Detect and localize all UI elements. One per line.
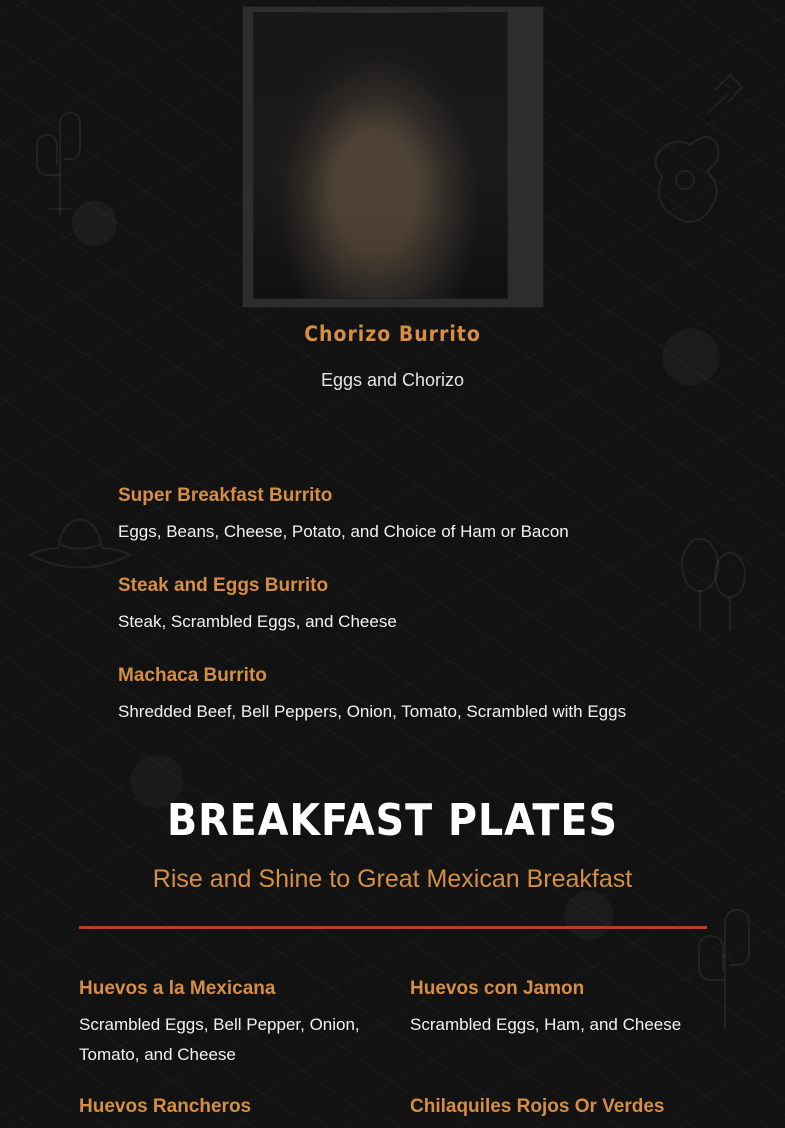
featured-image-frame [243,7,543,307]
menu-item-title: Huevos Rancheros [79,1096,252,1117]
menu-item-title: Super Breakfast Burrito [118,485,333,506]
menu-item-super-breakfast-burrito [118,485,738,547]
menu-item-description: Scrambled Eggs, Bell Pepper, Onion, Tomato, and Cheese [79,1015,360,1064]
menu-item-machaca-burrito [118,665,738,727]
menu-item-huevos-con-jamon [410,978,710,1040]
menu-item-chilaquiles-rojos-or-verdes [410,1096,710,1128]
menu-item-title: Chilaquiles Rojos Or Verdes [410,1096,665,1117]
menu-item-title: Huevos con Jamon [410,978,585,999]
menu-item-title: Machaca Burrito [118,665,267,686]
section-divider [79,926,707,929]
cactus-doodle-left [25,105,95,225]
menu-item-huevos-rancheros [79,1096,379,1128]
menu-item-title: Steak and Eggs Burrito [118,575,329,596]
menu-item-steak-and-eggs-burrito [118,575,738,637]
section-title: BREAKFAST PLATES [167,795,618,846]
menu-item-description: Steak, Scrambled Eggs, and Cheese [118,612,397,631]
menu-item-huevos-a-la-mexicana [79,978,379,1070]
menu-item-description: Scrambled Eggs, Ham, and Cheese [410,1015,682,1034]
featured-item-title: Chorizo Burrito [304,322,481,346]
menu-item-description: Eggs, Beans, Cheese, Potato, and Choice of Ham or Bacon [118,522,569,541]
guitar-doodle-right [650,65,755,245]
menu-item-title: Huevos a la Mexicana [79,978,276,999]
menu-item-description: Shredded Beef, Bell Peppers, Onion, Tomato, Scrambled with Eggs [118,702,627,721]
section-subtitle: Rise and Shine to Great Mexican Breakfast [152,865,633,893]
featured-item-description: Eggs and Chorizo [320,370,465,390]
chorizo-burrito-photo [253,12,508,299]
